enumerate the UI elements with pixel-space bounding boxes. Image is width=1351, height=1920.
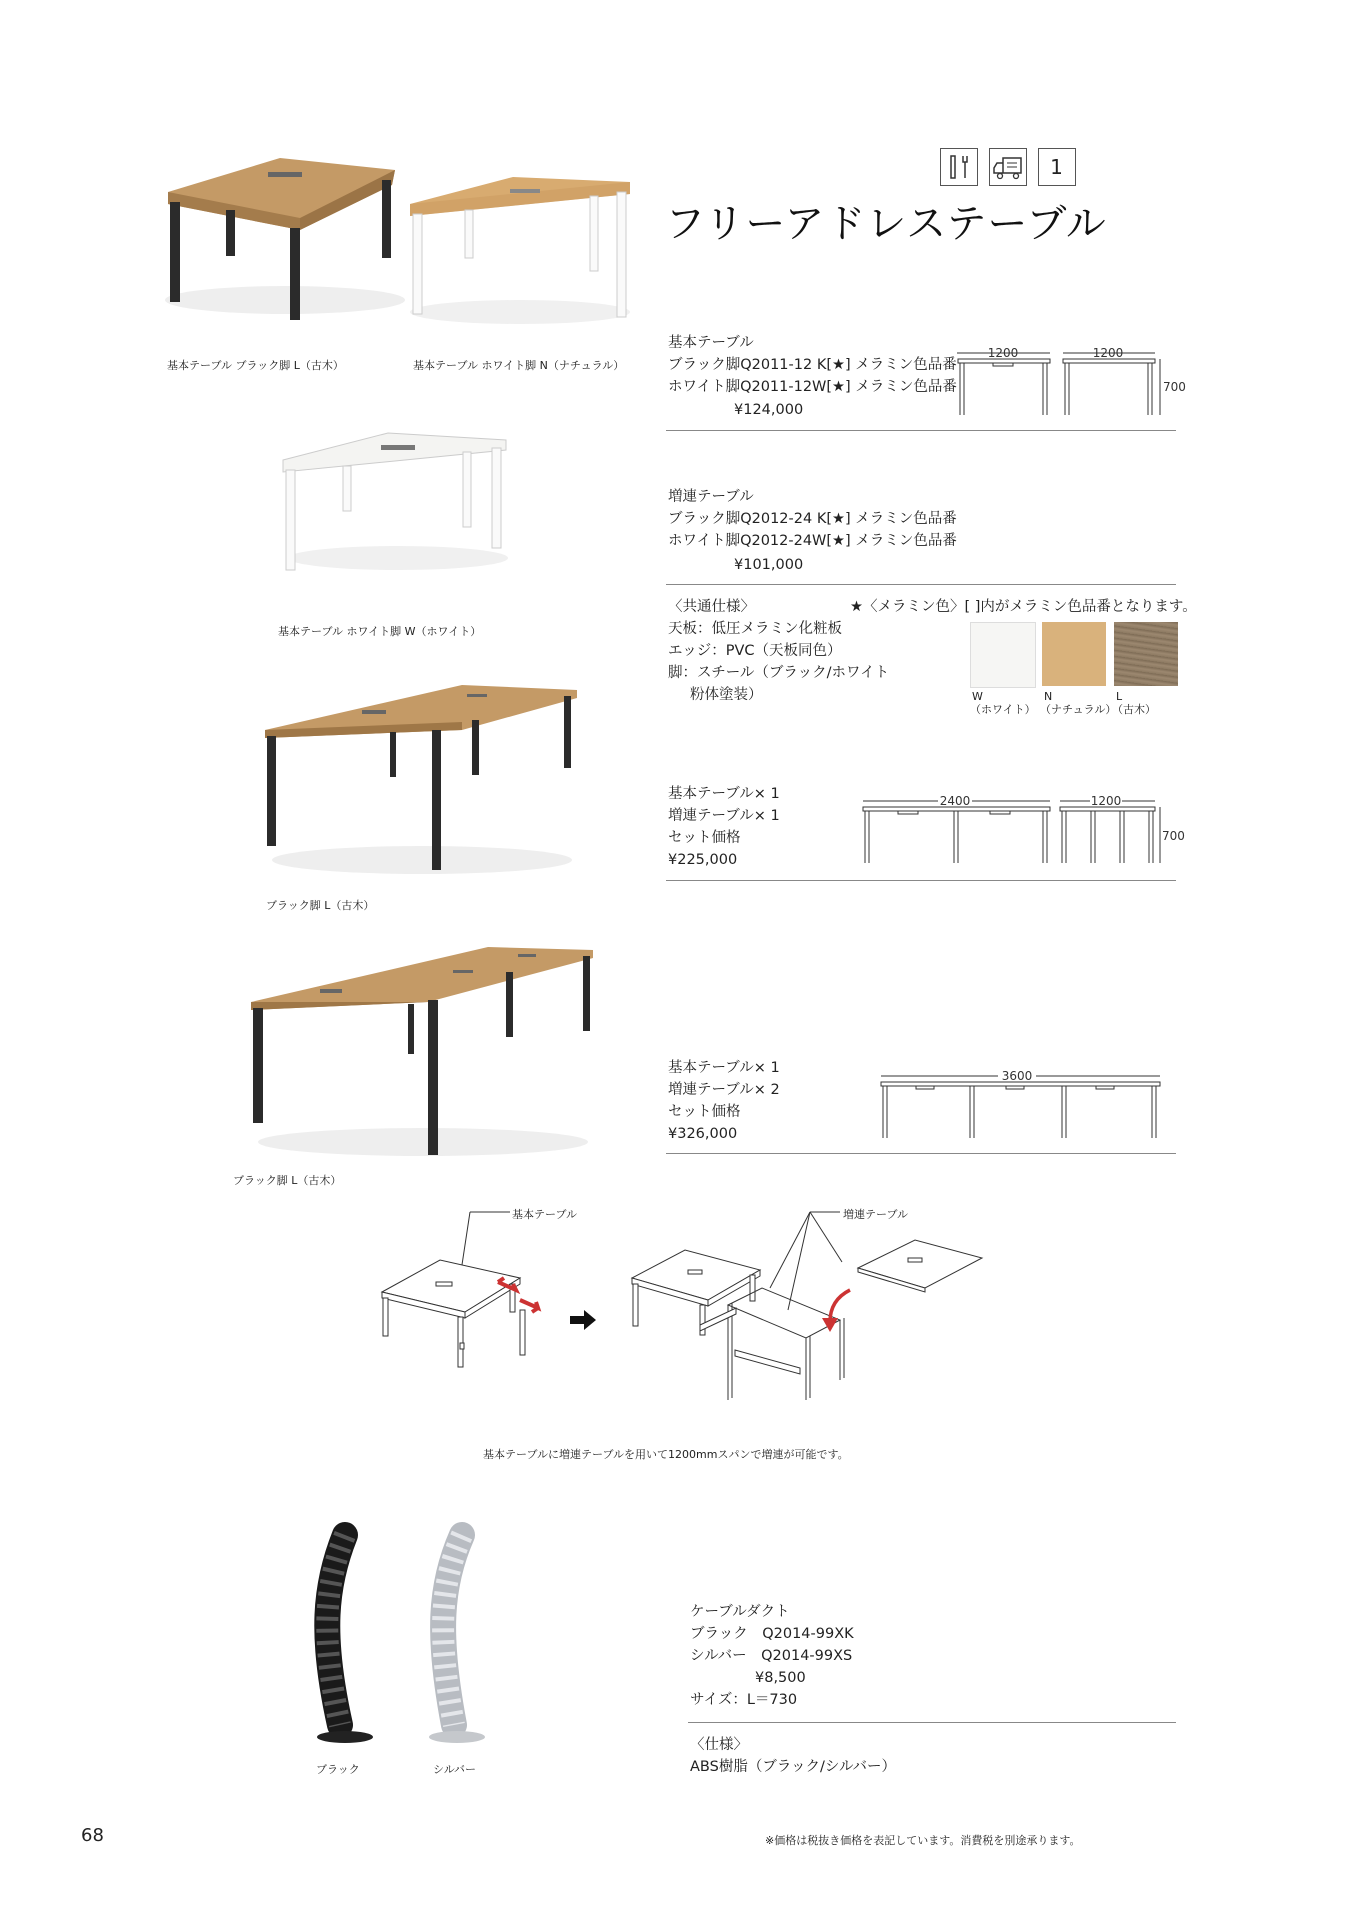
cable-size: サイズ：L＝730: [690, 1692, 798, 1708]
set1-line3: セット価格: [668, 830, 741, 846]
basic-dimension-drawing: [955, 345, 1186, 415]
swatch-code-w: W: [972, 690, 983, 703]
cable-duct-silver: [412, 1525, 502, 1745]
table-photo-white-white: [278, 428, 508, 578]
set1-dimension-drawing: [860, 793, 1185, 863]
photo-caption-5: ブラック脚 L（古木）: [233, 1174, 342, 1187]
divider: [688, 1722, 1176, 1723]
ext-name: 増連テーブル: [668, 489, 754, 505]
cable-black: ブラック Q2014-99XK: [690, 1626, 854, 1642]
set2-dim-w: 3600: [1001, 1069, 1033, 1083]
spec-top: 天板：低圧メラミン化粧板: [668, 621, 842, 637]
cable-name: ケーブルダクト: [690, 1604, 790, 1620]
set2-line1: 基本テーブル× 1: [668, 1060, 780, 1076]
basic-line2: ホワイト脚Q2011-12W[★] メラミン色品番: [668, 379, 957, 395]
number-box-icon: [1038, 148, 1076, 186]
ext-line1: ブラック脚Q2012-24 K[★] メラミン色品番: [668, 511, 957, 527]
icon-number: 1: [1050, 155, 1063, 179]
basic-dim-w1: 1200: [987, 346, 1019, 360]
basic-name: 基本テーブル: [668, 335, 754, 351]
spec-edge: エッジ：PVC（天板同色）: [668, 643, 842, 659]
set1-dim-h: 700: [1162, 829, 1185, 843]
photo-caption-3: 基本テーブル ホワイト脚 W（ホワイト）: [278, 625, 482, 638]
set2-dimension-drawing: [878, 1068, 1168, 1138]
table-photo-set-2400: [262, 680, 582, 880]
swatch-code-n: N: [1044, 690, 1053, 703]
cable-duct-black: [300, 1525, 390, 1745]
photo-caption-2: 基本テーブル ホワイト脚 N（ナチュラル）: [413, 359, 625, 372]
photo-caption-4: ブラック脚 L（古木）: [266, 899, 375, 912]
set1-dim-w2: 1200: [1090, 794, 1122, 808]
set2-line2: 増連テーブル× 2: [668, 1082, 780, 1098]
swatch-natural: [1042, 622, 1106, 686]
cable-spec: ABS樹脂（ブラック/シルバー）: [690, 1759, 897, 1775]
basic-dim-h: 700: [1163, 380, 1186, 394]
table-photo-white-natural: [405, 172, 635, 332]
diagram-label-ext: 増連テーブル: [843, 1208, 909, 1221]
cable-caption-silver: シルバー: [433, 1763, 476, 1776]
divider: [666, 430, 1176, 431]
basic-price: ¥124,000: [734, 402, 804, 418]
swatch-old-wood: [1114, 622, 1178, 686]
diagram-label-basic: 基本テーブル: [512, 1208, 578, 1221]
swatch-code-l: L: [1116, 690, 1123, 703]
photo-caption-1: 基本テーブル ブラック脚 L（古木）: [167, 359, 344, 372]
set1-line1: 基本テーブル× 1: [668, 786, 780, 802]
swatch-label-w: （ホワイト）: [970, 703, 1036, 716]
cable-price: ¥8,500: [755, 1670, 806, 1686]
delivery-truck-icon: [989, 148, 1027, 186]
swatch-label-l: （古木）: [1112, 703, 1156, 716]
divider: [666, 880, 1176, 881]
page-title: フリーアドレステーブル: [665, 201, 1107, 247]
set1-dim-w1: 2400: [939, 794, 971, 808]
set2-line3: セット価格: [668, 1104, 741, 1120]
divider: [666, 584, 1176, 585]
set1-price: ¥225,000: [668, 852, 738, 868]
cable-caption-black: ブラック: [316, 1763, 360, 1776]
footer-note: ※価格は税抜き価格を表記しています。消費税を別途承ります。: [765, 1834, 1081, 1847]
table-photo-set-3600: [248, 942, 598, 1162]
ext-price: ¥101,000: [734, 557, 804, 573]
basic-dim-w2: 1200: [1092, 346, 1124, 360]
spec-leg: 脚：スチール（ブラック/ホワイト: [668, 665, 890, 681]
tools-icon: [940, 148, 978, 186]
ext-line2: ホワイト脚Q2012-24W[★] メラミン色品番: [668, 533, 957, 549]
spec-note: ★〈メラミン色〉[ ]内がメラミン色品番となります。: [850, 599, 1197, 615]
assembly-diagram: [370, 1200, 990, 1440]
swatch-white: [970, 622, 1036, 688]
basic-line1: ブラック脚Q2011-12 K[★] メラミン色品番: [668, 357, 957, 373]
cable-silver: シルバー Q2014-99XS: [690, 1648, 853, 1664]
set2-price: ¥326,000: [668, 1126, 738, 1142]
swatch-label-n: （ナチュラル）: [1040, 703, 1117, 716]
spec-heading: 〈共通仕様〉: [668, 599, 755, 615]
table-photo-black-wood: [160, 150, 400, 320]
diagram-caption: 基本テーブルに増連テーブルを用いて1200mmスパンで増連が可能です。: [483, 1448, 849, 1461]
page-number: 68: [81, 1825, 104, 1846]
divider: [666, 1153, 1176, 1154]
set1-line2: 増連テーブル× 1: [668, 808, 780, 824]
spec-leg2: 粉体塗装）: [690, 687, 763, 703]
cable-spec-heading: 〈仕様〉: [690, 1737, 748, 1753]
